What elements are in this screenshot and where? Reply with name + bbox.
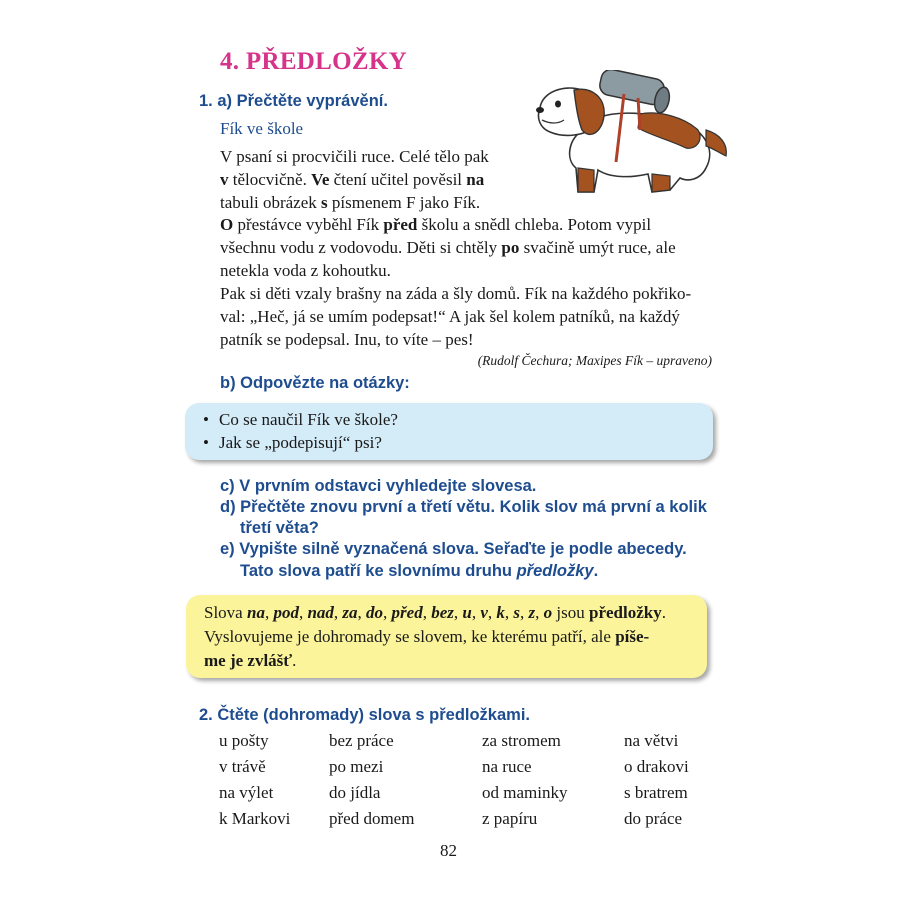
section-title: 4. PŘEDLOŽKY	[220, 48, 407, 75]
word-item: před domem	[329, 809, 415, 828]
rule-line-1: Slova na, pod, nad, za, do, před, bez, u, v, k, s, z, o jsou předložky.	[204, 603, 666, 622]
word-item: o drakovi	[624, 757, 689, 776]
task-1e-prefix: Tato slova patří ke slovnímu druhu	[240, 562, 517, 580]
story-line: netekla voda z kohoutku.	[220, 261, 391, 280]
word-item: z papíru	[482, 809, 538, 828]
story-line: Pak si děti vzaly brašny na záda a šly domů. Fík na každého pokřiko-	[220, 284, 692, 303]
word-item: bez práce	[329, 731, 394, 750]
rule-box	[186, 595, 707, 678]
question-item: • Jak se „podepisují“ psi?	[219, 433, 382, 453]
word-item: po mezi	[329, 757, 384, 776]
task-1a-number: 1. a)	[199, 92, 233, 110]
story-line: V psaní si procvičili ruce. Celé tělo pak	[220, 147, 489, 166]
word-item: u pošty	[219, 731, 269, 750]
rule-line-2: Vyslovujeme je dohromady se slovem, ke kterému patří, ale píše-	[204, 627, 650, 646]
rule-line-3: me je zvlášť.	[204, 651, 297, 670]
word-item: s bratrem	[624, 783, 688, 802]
task-1d-line1: d) Přečtěte znovu první a třetí větu. Kolik slov má první a kolik	[220, 498, 707, 516]
word-item: v trávě	[219, 757, 266, 776]
word-item: na výlet	[219, 783, 274, 802]
story-line: O přestávce vyběhl Fík před školu a snědl chleba. Potom vypil	[220, 215, 652, 234]
word-item: do jídla	[329, 783, 381, 802]
task-1d-line2: třetí věta?	[240, 519, 319, 537]
task-1b-number: b)	[220, 374, 236, 392]
questions-box	[185, 403, 713, 460]
task-1e-term: předložky	[516, 562, 594, 580]
dog-with-schoolbag-illustration	[520, 70, 730, 200]
task-1b-label	[220, 374, 410, 393]
word-item: na větvi	[624, 731, 679, 750]
task-1e-line2	[240, 562, 598, 581]
word-item: do práce	[624, 809, 683, 828]
question-item: • Co se naučil Fík ve škole?	[219, 410, 398, 430]
task-1c: c) V prvním odstavci vyhledejte slovesa.	[220, 477, 537, 495]
task-1a-label	[199, 92, 388, 111]
schoolbag-icon	[598, 70, 672, 114]
story-line: všechnu vodu z vodovodu. Děti si chtěly po svačině umýt ruce, ale	[220, 238, 676, 257]
task-2-title: 2. Čtěte (dohromady) slova s předložkami.	[199, 706, 530, 724]
task-1b-instruction: Odpovězte na otázky:	[240, 374, 410, 392]
story-source: (Rudolf Čechura; Maxipes Fík – upraveno)	[477, 353, 712, 368]
task-1e-suffix: .	[593, 562, 599, 580]
word-item: od maminky	[482, 783, 568, 802]
task-1a-instruction: Přečtěte vyprávění.	[236, 92, 388, 110]
word-item: na ruce	[482, 757, 532, 776]
story-title: Fík ve škole	[220, 119, 304, 138]
page-number: 82	[440, 841, 457, 860]
word-item: k Markovi	[219, 809, 291, 828]
story-line: val: „Heč, já se umím podepsat!“ A jak šel kolem patníků, na každý	[220, 307, 680, 326]
story-line: tabuli obrázek s písmenem F jako Fík.	[220, 193, 481, 212]
story-line: patník se podepsal. Inu, to víte – pes!	[220, 330, 474, 349]
story-line: v tělocvičně. Ve čtení učitel pověsil na	[220, 170, 485, 189]
word-item: za stromem	[482, 731, 561, 750]
task-1e-line1: e) Vypište silně vyznačená slova. Seřaďte je podle abecedy.	[220, 540, 687, 558]
